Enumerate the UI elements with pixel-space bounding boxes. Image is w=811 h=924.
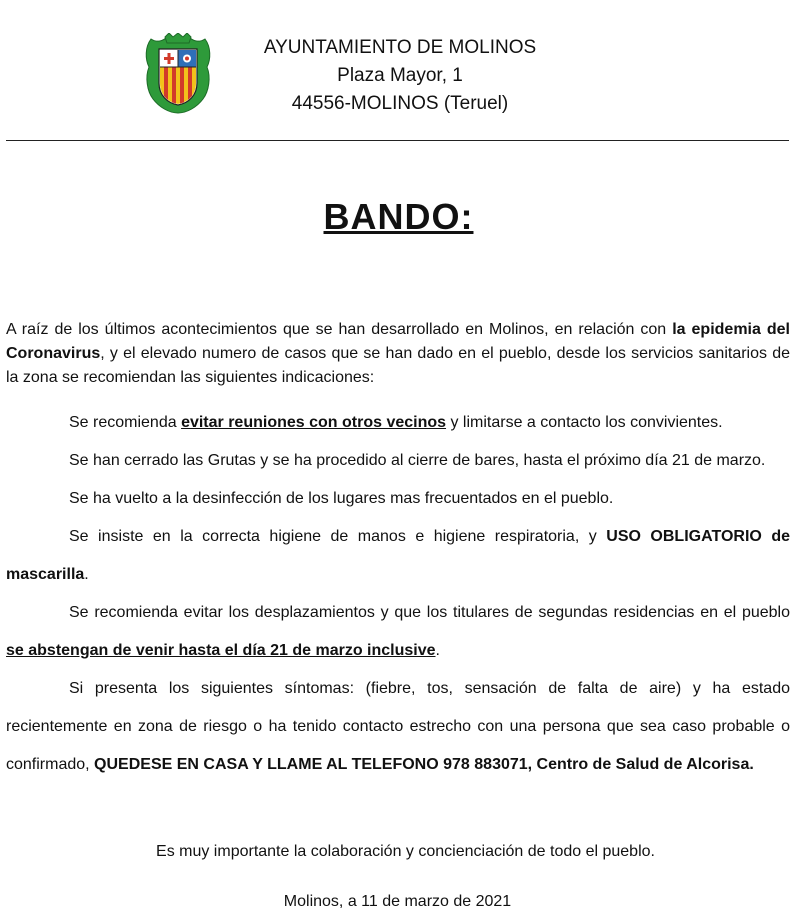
item-2-text: Se han cerrado las Grutas y se ha procedido al cierre de bares, hasta el próximo día 21 de marzo. [69, 452, 766, 469]
signature-date: Molinos, a 11 de marzo de 2021 [283, 893, 512, 910]
list-item [6, 480, 790, 518]
header-text-block [200, 34, 600, 118]
item-5-end: . [435, 642, 440, 659]
item-1-text: Se recomienda [69, 414, 182, 431]
list-item [6, 670, 790, 784]
intro-text: A raíz de los últimos acontecimientos que se han desarrollado en Molinos, en relación con [6, 321, 673, 338]
item-4-end: . [84, 566, 89, 583]
item-1-emphasis: evitar reuniones con otros vecinos [181, 414, 447, 431]
header-divider [6, 140, 789, 141]
item-5-text: Se recomienda evitar los desplazamientos y que los titulares de segundas residencias en el pueblo [69, 604, 790, 621]
org-name: AYUNTAMIENTO DE MOLINOS [263, 37, 537, 58]
list-item [6, 518, 790, 594]
org-address: Plaza Mayor, 1 [337, 65, 463, 86]
item-5-emphasis: se abstengan de venir hasta el día 21 de marzo inclusive [6, 642, 436, 659]
list-item [6, 404, 790, 442]
list-item [6, 442, 790, 480]
item-1-end: y limitarse a contacto los convivientes. [446, 414, 723, 431]
item-4-text: Se insiste en la correcta higiene de manos e higiene respiratoria, y [69, 528, 607, 545]
intro-paragraph [6, 318, 790, 390]
intro-bold: la epidemia del Coronavirus [6, 321, 791, 362]
page-title: BANDO: [323, 196, 474, 237]
item-3-text: Se ha vuelto a la desinfección de los lugares mas frecuentados en el pueblo. [69, 490, 614, 507]
document-header [0, 0, 811, 140]
item-6-emphasis: QUEDESE EN CASA Y LLAME AL TELEFONO 978 883071, Centro de Salud de Alcorisa. [94, 756, 754, 773]
item-6-text: Si presenta los siguientes síntomas: (fiebre, tos, sensación de falta de aire) y ha estado recientemente en zona de riesgo o ha tenido contacto estrecho con una persona que sea caso probable o confirmado, [6, 680, 790, 773]
list-item [6, 594, 790, 670]
document-body [6, 318, 790, 784]
intro-text-end: , y el elevado numero de casos que se han dado en el pueblo, desde los servicios sanitarios de la zona se recomiendan las siguientes indicaciones: [6, 345, 790, 386]
item-4-emphasis: USO OBLIGATORIO de mascarilla [6, 528, 790, 583]
org-city: 44556-MOLINOS (Teruel) [291, 93, 509, 114]
closing-statement: Es muy importante la colaboración y concienciación de todo el pueblo. [156, 843, 655, 860]
